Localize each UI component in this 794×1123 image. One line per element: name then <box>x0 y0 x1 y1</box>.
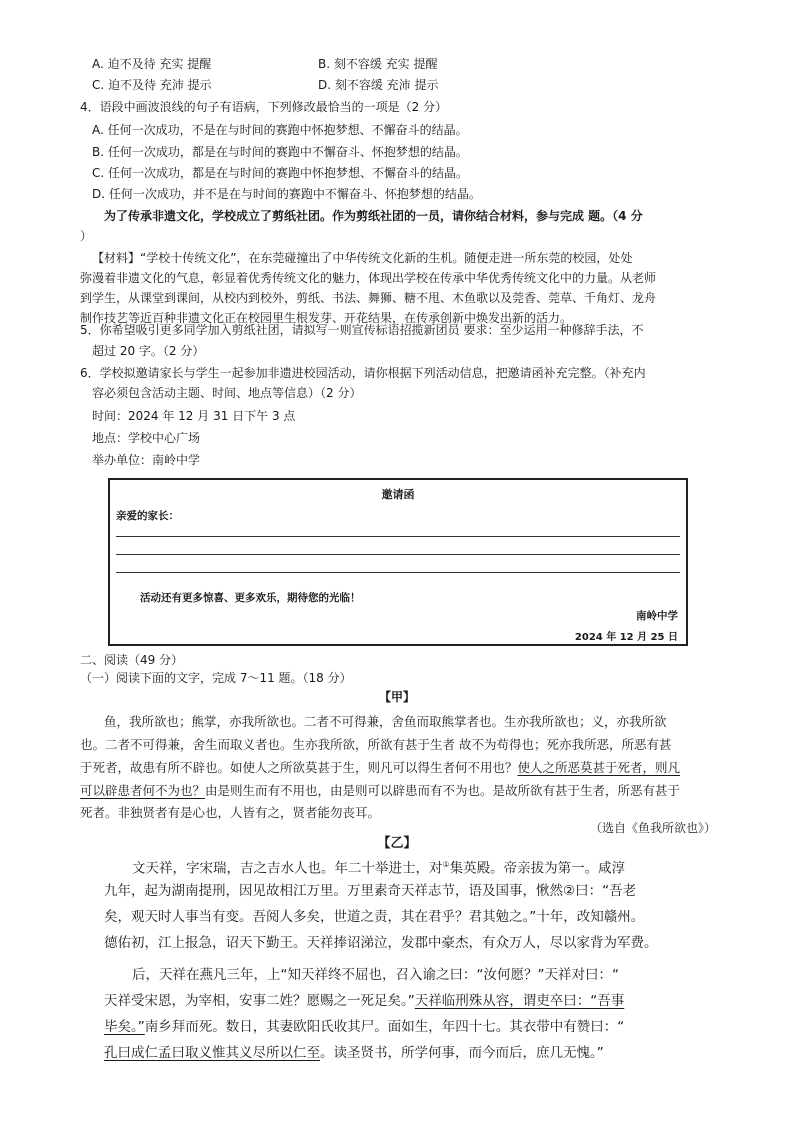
yi-label: 【乙】 <box>377 836 417 851</box>
jia-label: 【甲】 <box>378 690 415 704</box>
invitation-title: 邀请函 <box>381 488 415 501</box>
jia-underlined-2: 可以辟患者何不为也？ <box>80 783 206 798</box>
material-line-2: 弥漫着非遗文化的气息，彰显着优秀传统文化的魅力，体现出学校在传承中华优秀传统文化中的力量。从老师 <box>80 271 657 285</box>
material-line-4: 制作技艺等近百种非遗文化正在校园里生根发芽、开花结果，在传承创新中焕发出新的活力。 <box>80 311 573 325</box>
club-intro: 为了传承非遗文化，学校成立了剪纸社团。作为剪纸社团的一员，请你结合材料，参与完成 题。（4 分 <box>104 209 643 223</box>
jia-line-3: 于死者，故患有所不辟也。如使人之所欲莫甚于生，则凡可以得生者何不用也？使人之所恶莫甚于死者，则凡 <box>80 760 681 775</box>
answer-line-2[interactable] <box>116 554 680 555</box>
yi-line-2: 九年，起为湖南提刑，因见故相江万里。万里素奇天祥志节，语及国事，愀然②曰：“吾老 <box>104 883 637 899</box>
q3-option-d: D. 刻不容缓 充沛 提示 <box>318 78 439 92</box>
jia-line-4: 可以辟患者何不为也？由是则生而有不用也，由是则可以辟患而有不为也。是故所欲有甚于生者，所恶有甚于 <box>80 783 681 798</box>
q5-line-1: 5．你希望吸引更多同学加入剪纸社团，请拟写一则宣传标语招揽新团员 要求：至少运用一种修辞手法，不 <box>80 323 644 337</box>
q6-host: 举办单位：南岭中学 <box>92 453 201 467</box>
jia-source: （选自《鱼我所欲也》） <box>589 821 716 835</box>
yi-line-3: 矣，观天时人事当有变。吾阅人多矣，世道之责，其在君乎？君其勉之。”十年，改知赣州。 <box>104 909 645 925</box>
q6-line-2: 容必须包含活动主题、时间、地点等信息）（2 分） <box>92 386 362 400</box>
jia-line-1: 鱼，我所欲也；熊掌，亦我所欲也。二者不可得兼，舍鱼而取熊掌者也。生亦我所欲也；义，亦我所欲 <box>104 714 667 729</box>
material-line-1: 【材料】“学校十传统文化”，在东莞碰撞出了中华传统文化新的生机。随便走进一所东莞的校园，处处 <box>92 251 633 265</box>
material-line-3: 到学生，从课堂到课间，从校内到校外，剪纸、书法、舞狮、糖不甩、木鱼歌以及莞香、莞草、千角灯、龙舟 <box>80 291 657 305</box>
q6-time: 时间：2024 年 12 月 31 日下午 3 点 <box>92 409 296 423</box>
yi-p2-line-2: 天祥受宋恩，为宰相，安事二姓？愿赐之一死足矣。”天祥临刑殊从容，谓吏卒曰：“吾事 <box>104 993 625 1009</box>
jia-underlined-1: 使人之所恶莫甚于死者，则凡 <box>517 760 681 775</box>
answer-line-1[interactable] <box>116 536 680 537</box>
yi-p2-line-3: 毕矣。”南乡拜而死。数日，其妻欧阳氏收其尸。面如生，年四十七。其衣带中有赞曰：“ <box>104 1019 625 1035</box>
yi-p2-line-4: 孔曰成仁孟曰取义惟其义尽所以仁至。读圣贤书，所学何事，而今而后，庶几无愧。” <box>104 1045 604 1061</box>
q4-option-c: C. 任何一次成功，都是在与时间的赛跑中怀抱梦想、不懈奋斗的结晶。 <box>92 166 469 180</box>
q3-option-c: C. 迫不及待 充沛 提示 <box>92 78 212 92</box>
yi-p2-line-1: 后，天祥在燕凡三年，上“知天祥终不屈也，召入谕之曰：“汝何愿？”天祥对曰：“ <box>132 967 619 983</box>
yi-line-1: 文天祥，字宋瑞，吉之吉水人也。年二十举进士，对①集英殿。帝亲拔为第一。咸淳 <box>132 860 626 877</box>
q4-option-a: A. 任何一次成功，不是在与时间的赛跑中怀抱梦想、不懈奋斗的结晶。 <box>92 123 468 137</box>
club-intro-cont: ） <box>80 229 93 243</box>
q6-place: 地点：学校中心广场 <box>92 431 201 445</box>
answer-line-3[interactable] <box>116 572 680 573</box>
invitation-greeting: 亲爱的家长： <box>116 510 179 522</box>
section-heading: 二、阅读（49 分） <box>80 653 184 667</box>
yi-underlined-2: 毕矣。” <box>104 1019 145 1035</box>
jia-line-5: 死者。非独贤者有是心也，人皆有之，贤者能勿丧耳。 <box>80 805 381 820</box>
q3-option-b: B. 刻不容缓 充实 提醒 <box>318 57 438 71</box>
invitation-closing: 活动还有更多惊喜、更多欢乐，期待您的光临！ <box>140 592 361 604</box>
q6-line-1: 6．学校拟邀请家长与学生一起参加非遗进校园活动，请你根据下列活动信息，把邀请函补充完整。（补充内 <box>80 366 646 380</box>
section-subheading: （一）阅读下面的文字，完成 7～11 题。（18 分） <box>80 671 352 685</box>
invitation-signer: 南岭中学 <box>636 610 678 622</box>
jia-line-2: 也。二者不可得兼，舍生而取义者也。生亦我所欲，所欲有甚于生者 故不为苟得也；死亦我所恶，所恶有甚 <box>80 737 672 752</box>
footnote-mark: ① <box>442 860 450 869</box>
q4-option-d: D. 任何一次成功，并不是在与时间的赛跑中不懈奋斗、怀抱梦想的结晶。 <box>92 187 481 201</box>
invitation-date: 2024 年 12 月 25 日 <box>574 632 678 643</box>
yi-underlined-1: 天祥临刑殊从容，谓吏卒曰：“吾事 <box>414 993 625 1009</box>
q5-line-2: 超过 20 字。（2 分） <box>92 344 205 358</box>
yi-underlined-3: 孔曰成仁孟曰取义惟其义尽所以仁至 <box>104 1045 320 1061</box>
yi-line-4: 德佑初，江上报急，诏天下勤王。天祥捧诏涕泣，发郡中豪杰，有众万人，尽以家背为军费。 <box>104 935 658 951</box>
q4-stem: 4．语段中画波浪线的句子有语病，下列修改最恰当的一项是（2 分） <box>80 100 448 114</box>
q4-option-b: B. 任何一次成功，都是在与时间的赛跑中不懈奋斗、怀抱梦想的结晶。 <box>92 145 468 159</box>
invitation-box <box>108 478 688 646</box>
q3-option-a: A. 迫不及待 充实 提醒 <box>92 57 212 71</box>
